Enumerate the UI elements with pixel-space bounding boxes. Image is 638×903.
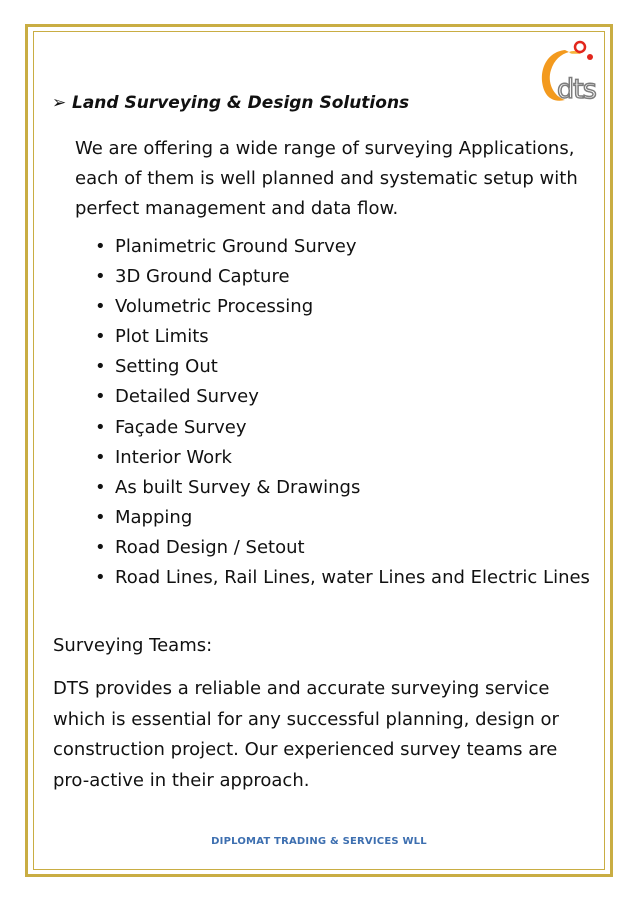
list-item: • Plot Limits [95, 322, 590, 352]
list-item: • Detailed Survey [95, 382, 590, 412]
list-item: • Setting Out [95, 352, 590, 382]
list-item: • Façade Survey [95, 413, 590, 443]
teams-label: Surveying Teams: [53, 635, 213, 656]
list-item: • Mapping [95, 503, 590, 533]
services-list [95, 232, 590, 593]
list-item: • Road Design / Setout [95, 533, 590, 563]
footer-company-name: DIPLOMAT TRADING & SERVICES WLL [211, 836, 427, 847]
teams-description: DTS provides a reliable and accurate surveying service which is essential for any successful planning, design or construction project. Our experienced survey teams are pro-active in their approach. [53, 678, 559, 791]
intro-paragraph: We are offering a wide range of surveying Applications, each of them is well planned and systematic setup with perfect management and data flow. [75, 138, 578, 219]
section-heading-title: Land Surveying & Design Solutions [72, 93, 410, 113]
list-item: • 3D Ground Capture [95, 262, 590, 292]
list-item: • Volumetric Processing [95, 292, 590, 322]
list-item: • Interior Work [95, 443, 590, 473]
arrow-bullet-icon: ➢ [52, 93, 67, 113]
svg-text:dts: dts [557, 74, 596, 105]
list-item: • Road Lines, Rail Lines, water Lines and Electric Lines [95, 563, 590, 593]
list-item: • As built Survey & Drawings [95, 473, 590, 503]
section-heading [52, 93, 409, 113]
list-item: • Planimetric Ground Survey [95, 232, 590, 262]
dts-logo [535, 38, 605, 106]
